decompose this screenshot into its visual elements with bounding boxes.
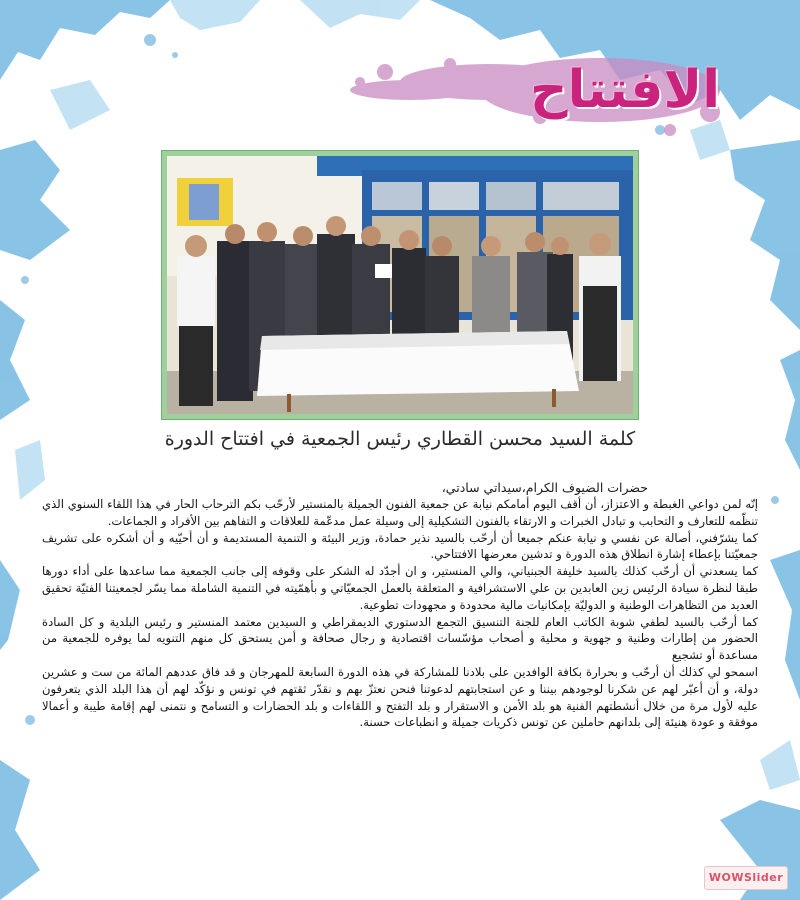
photo-caption: كلمة السيد محسن القطاري رئيس الجمعية في افتتاح الدورة <box>164 428 636 450</box>
paragraph: اسمحو لي كذلك أن أرحّب و بحرارة بكافة الوافدين على بلادنا للمشاركة في هذه الدورة السابعة للمهرجان و قد فاق عددهم المائة من ست و عشرين دولة، و أن أعبّر لهم عن شكرنا لوجودهم بيننا و عن استجابتهم لدعوتنا فنحن نعتزّ بهم و نقدّر ثقتهم في تونس و نؤكّد لهم أن هذا البلد الذي يتعرفون عليه لأول مرة من خلال أنشطتهم الفنية هو بلد الأمن و الاستقرار و بلد التفتح و اللقاءات و بلد الحضارات و التسامح و نتمنى لهم إقامة طيبة و أعمالا موفقة و عودة هنيئة إلى بلدانهم حاملين عن تونس ذكريات جميلة و انطباعات حسنة. <box>42 664 758 730</box>
wowslider-badge[interactable]: WOWSlider <box>704 866 788 890</box>
page-title: الافتتاح <box>529 60 721 120</box>
greeting-line: حضرات الضيوف الكرام،سيداتي سادتي، <box>441 480 648 495</box>
paragraph: كما أرحّب بالسيد لطفي شوبة الكاتب العام للجنة التنسيق التجمع الدستوري الديمقراطي و السيدين معتمد المنستير و رئيس البلدية و كل السادة الحضور من إطارات وطنية و جهوية و محلية و أصحاب مؤسّسات اقتصادية و رجال صحافة و أمن يستحق كل منهم التنويه لما يوفره للجمعية من مساعدة أو تشجيع <box>42 614 758 663</box>
paragraph: كما يسعدني أن أرحّب كذلك بالسيد خليفة الجبنياني، والي المنستير، و ان أجدّد له الشكر على وقوفه إلى جانب الجمعية مما ساعدها على أداء دورها طبقا لنظرة سيادة الرئيس زين العابدين بن علي الاستشرافية و المتعلقة بالعمل الجمعيّاتي و بأهمّيته في التنمية الشاملة مما يسّر لجمعيتنا الفتيّة تحقيق العديد من التظاهرات الوطنية و الدوليّة بإمكانيات مالية محدودة و مجهودات تطوعية. <box>42 564 758 612</box>
ceremony-photo <box>167 156 633 414</box>
speech-body <box>42 496 758 731</box>
paragraph: كما يشرّفني، أصالة عن نفسي و نيابة عنكم جميعا أن أرحّب بالسيد نذير حمادة، وزير البيئة و التنمية المستديمة و أن أحيّيه و أن أشكره على تشريف جمعيّتنا بإعطاء إشارة انطلاق هذه الدورة و تدشين معرضها الافتتاحي. <box>42 530 758 562</box>
paragraph: إنّه لمن دواعي الغبطة و الاعتزاز، أن أقف اليوم أمامكم نيابة عن جمعية الفنون الجميلة بالمنستير لأرحّب بكم الترحاب الحار في هذا اللقاء السنوي الذي تنظّمه للتعارف و التحابب و تبادل الخبرات و الارتقاء بالفنون التشكيلية إلى وسيلة عمل مدعّمة للعلاقات و التفاهم بين الأفراد و الجماعات. <box>42 497 758 528</box>
photo-frame <box>162 151 638 419</box>
